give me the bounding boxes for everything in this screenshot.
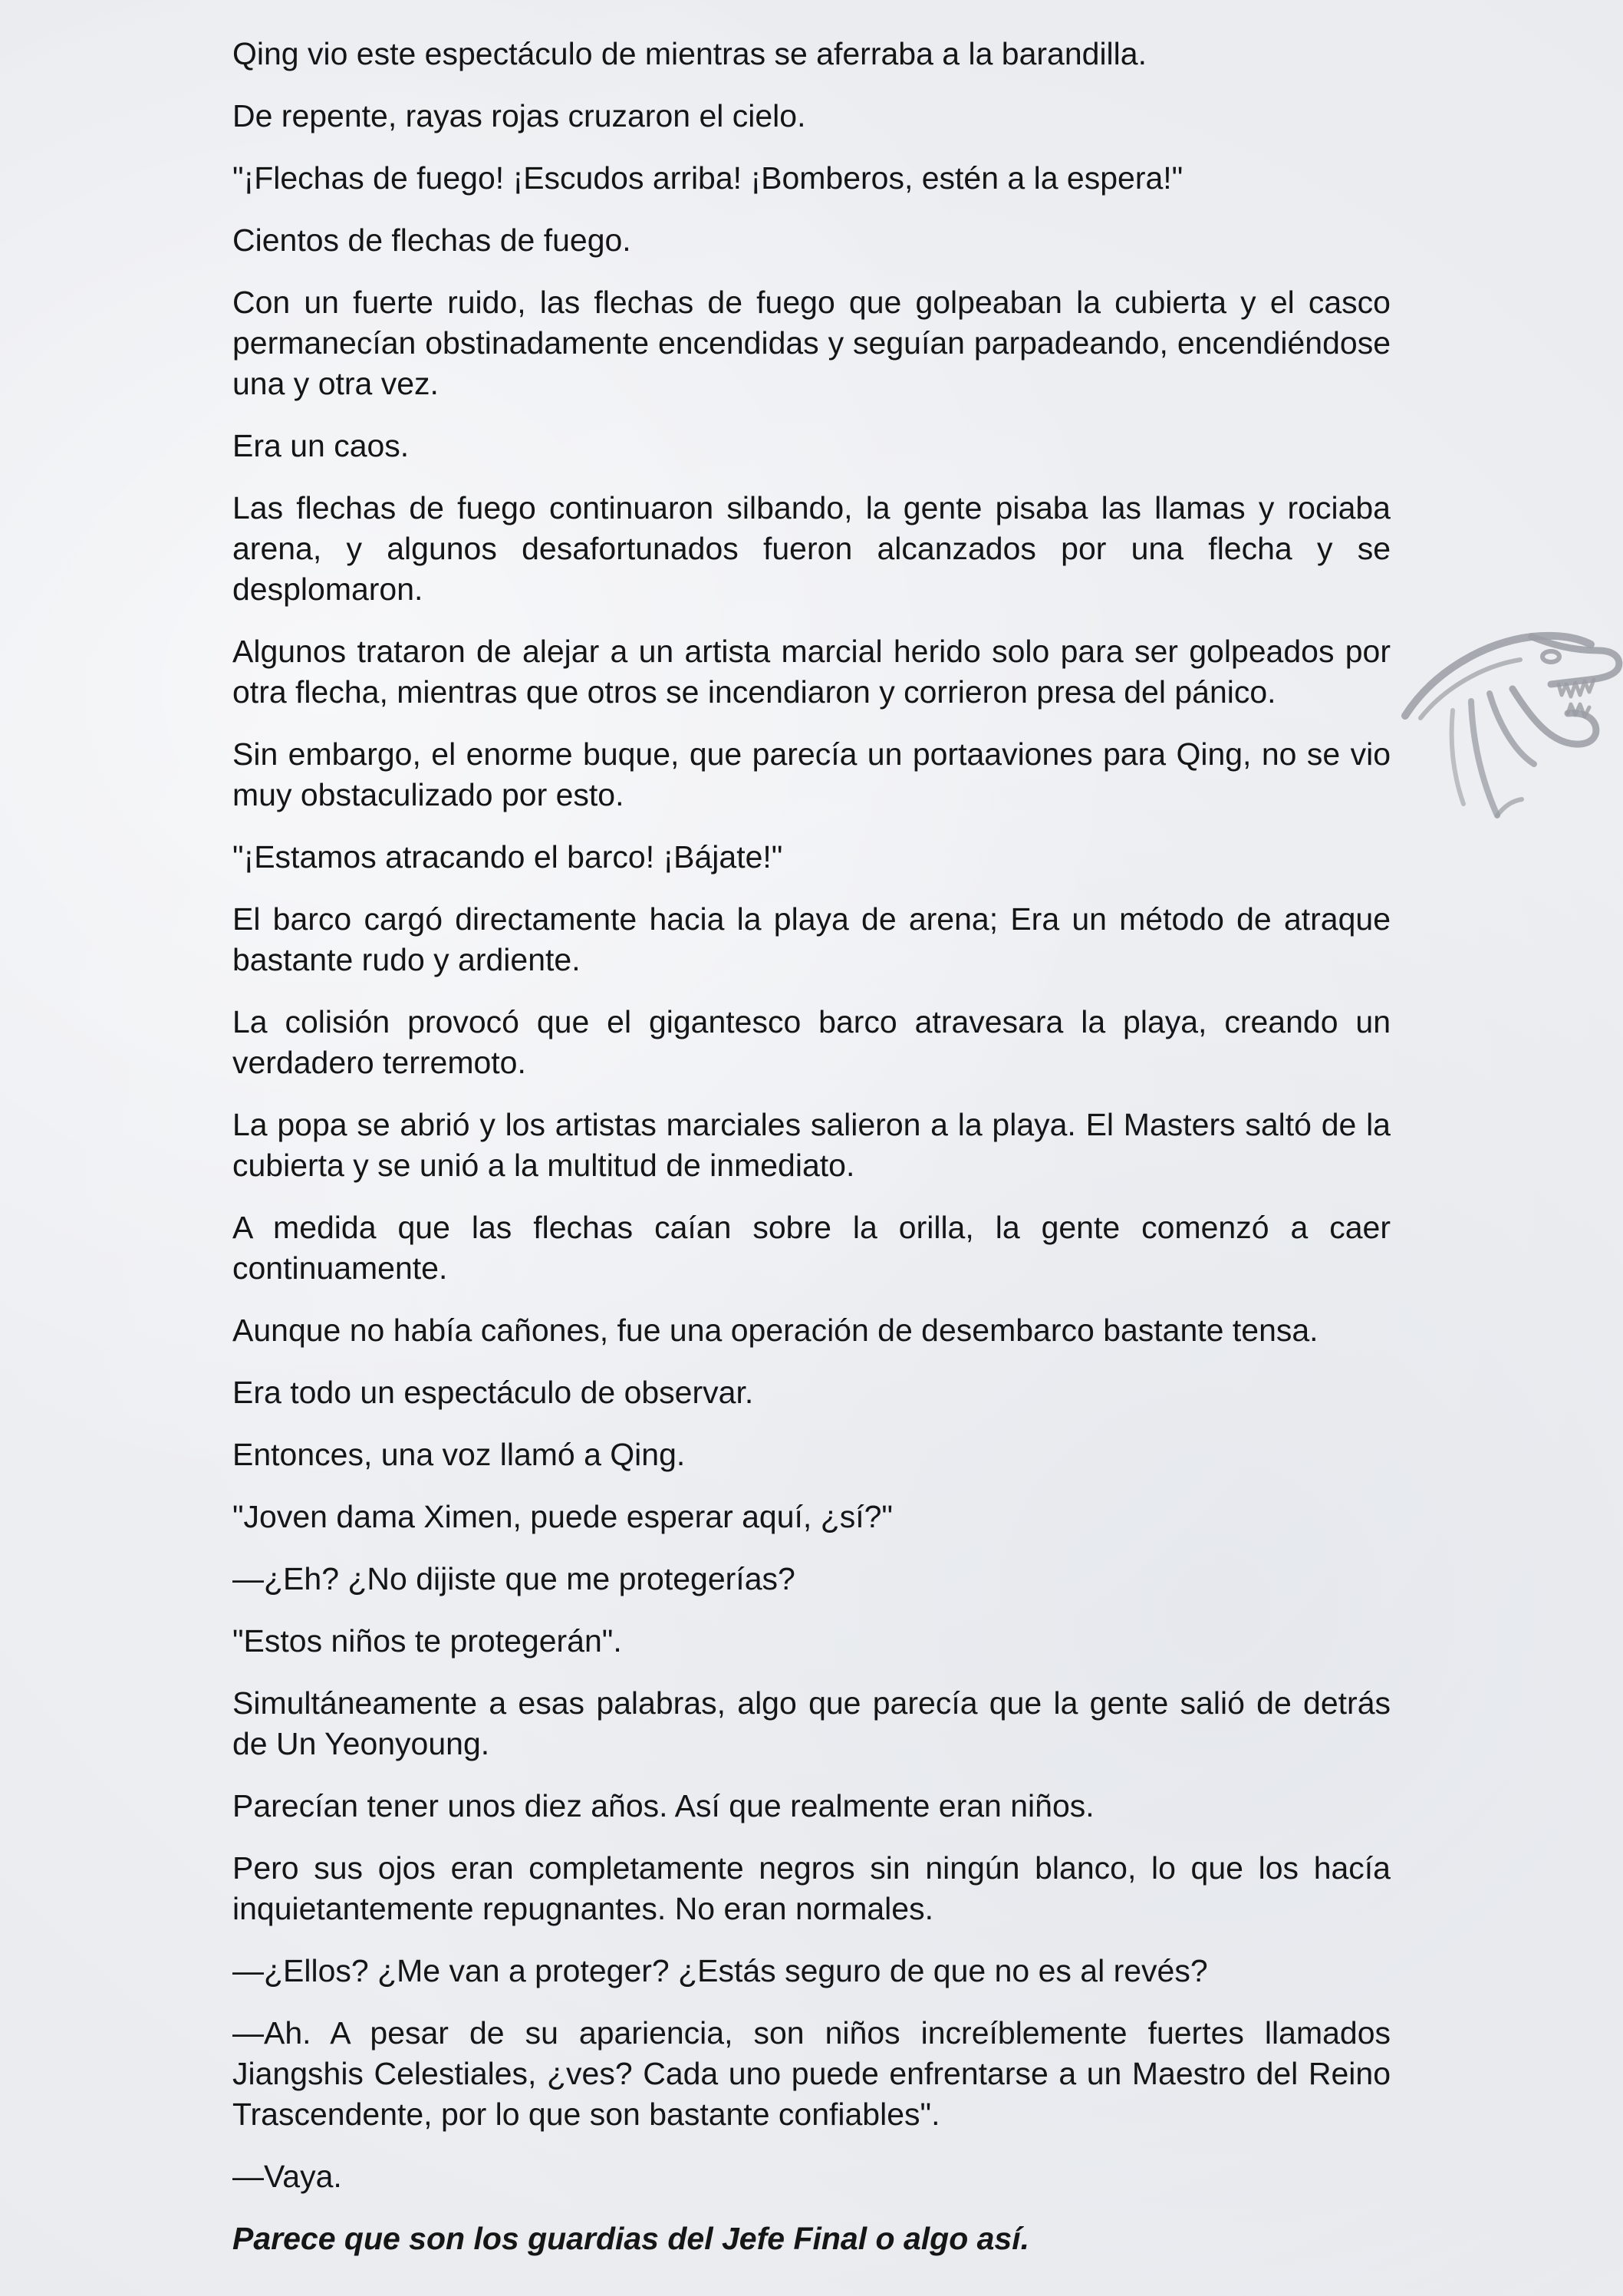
- paragraph: Sin embargo, el enorme buque, que parecía un portaaviones para Qing, no se vio muy obstaculizado por esto.: [232, 736, 1391, 812]
- paragraph: El barco cargó directamente hacia la playa de arena; Era un método de atraque bastante rudo y ardiente.: [232, 901, 1391, 977]
- paragraph: Cientos de flechas de fuego.: [232, 222, 631, 258]
- paragraph: Con un fuerte ruido, las flechas de fuego que golpeaban la cubierta y el casco permanecían obstinadamente encendidas y seguían parpadeando, encendiéndose una y otra vez.: [232, 285, 1391, 401]
- dinosaur-head-icon: [1397, 628, 1623, 827]
- paragraph: —¿Ellos? ¿Me van a proteger? ¿Estás seguro de que no es al revés?: [232, 1953, 1208, 1988]
- paragraph: Pero sus ojos eran completamente negros sin ningún blanco, lo que los hacía inquietantemente repugnantes. No eran normales.: [232, 1850, 1391, 1926]
- paragraph: Era todo un espectáculo de observar.: [232, 1375, 754, 1410]
- paragraph: La popa se abrió y los artistas marciales salieron a la playa. El Masters saltó de la cubierta y se unió a la multitud de inmediato.: [232, 1107, 1391, 1183]
- paragraph: Las flechas de fuego continuaron silbando, la gente pisaba las llamas y rociaba arena, y algunos desafortunados fueron alcanzados por una flecha y se desplomaron.: [232, 490, 1391, 607]
- paragraph: Simultáneamente a esas palabras, algo que parecía que la gente salió de detrás de Un Yeonyoung.: [232, 1685, 1391, 1761]
- paragraph: Era un caos.: [232, 428, 410, 463]
- chapter-text: [232, 34, 1391, 2281]
- paragraph: Aunque no había cañones, fue una operación de desembarco bastante tensa.: [232, 1313, 1318, 1348]
- paragraph: —Vaya.: [232, 2159, 342, 2194]
- paragraph: "¡Flechas de fuego! ¡Escudos arriba! ¡Bomberos, estén a la espera!": [232, 160, 1184, 196]
- paragraph: "Joven dama Ximen, puede esperar aquí, ¿sí?": [232, 1499, 893, 1534]
- paragraph: —Ah. A pesar de su apariencia, son niños increíblemente fuertes llamados Jiangshis Celestiales, ¿ves? Cada uno puede enfrentarse a un Maestro del Reino Trascendente, por lo que son bastante confiables".: [232, 2015, 1391, 2132]
- paragraph: —¿Eh? ¿No dijiste que me protegerías?: [232, 1561, 795, 1596]
- paragraph: A medida que las flechas caían sobre la orilla, la gente comenzó a caer continuamente.: [232, 1210, 1391, 1286]
- paragraph: De repente, rayas rojas cruzaron el cielo.: [232, 98, 806, 133]
- paragraph: La colisión provocó que el gigantesco barco atravesara la playa, creando un verdadero terremoto.: [232, 1004, 1391, 1080]
- paragraph: Algunos trataron de alejar a un artista marcial herido solo para ser golpeados por otra flecha, mientras que otros se incendiaron y corrieron presa del pánico.: [232, 634, 1391, 710]
- paragraph: Entonces, una voz llamó a Qing.: [232, 1437, 686, 1472]
- closing-thought: Parece que son los guardias del Jefe Final o algo así.: [232, 2221, 1030, 2256]
- paragraph: Qing vio este espectáculo de mientras se aferraba a la barandilla.: [232, 36, 1147, 71]
- paragraph: Parecían tener unos diez años. Así que realmente eran niños.: [232, 1788, 1095, 1823]
- paragraph: "¡Estamos atracando el barco! ¡Bájate!": [232, 839, 783, 875]
- paragraph: "Estos niños te protegerán".: [232, 1623, 622, 1659]
